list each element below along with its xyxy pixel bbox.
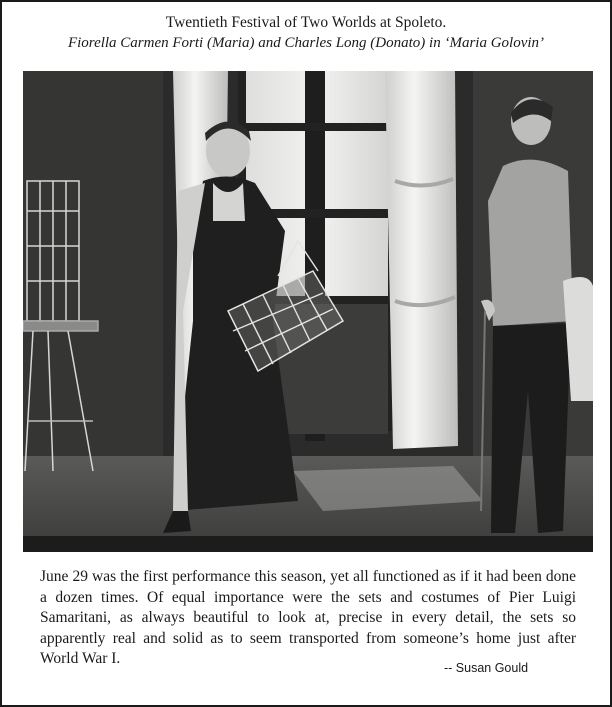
article-paragraph: June 29 was the first performance this season, yet all functioned as if it had been done a dozen times. Of equal importance were the sets and costumes of Pier Luigi Samaritani, as always beautiful to look at, precise in every detail, the sets so apparently real and solid as to seem transported from someone’s home just after World War I. (40, 568, 576, 667)
article-text (40, 567, 576, 670)
author-signature: -- Susan Gould (444, 661, 529, 675)
stage-photograph (23, 71, 593, 552)
stage-photo-illustration (23, 71, 593, 552)
caption-title: Twentieth Festival of Two Worlds at Spoleto. (165, 14, 447, 31)
caption-subtitle: Fiorella Carmen Forti (Maria) and Charles Long (Donato) in ‘Maria Golovin’ (67, 35, 545, 51)
photo-caption (2, 2, 610, 54)
